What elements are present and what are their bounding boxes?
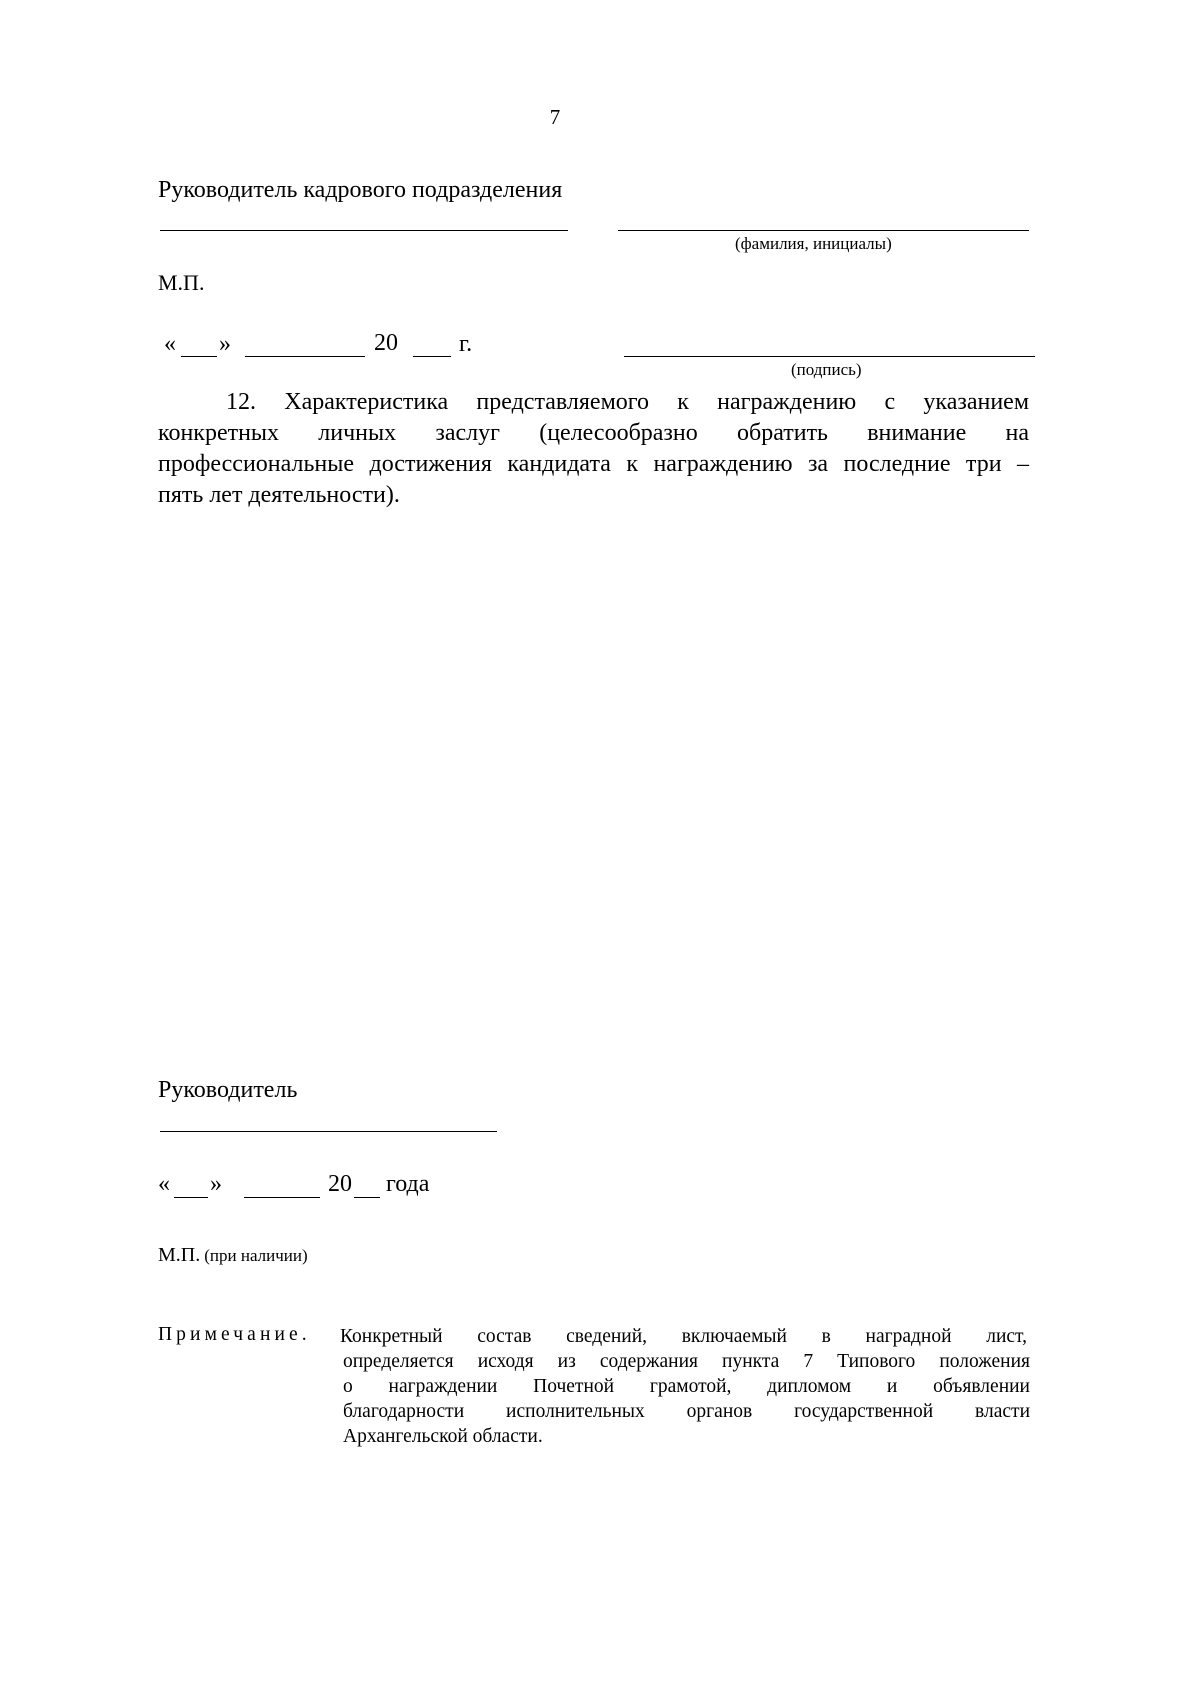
head-stamp-note: (при наличии) [204, 1246, 308, 1265]
head-date-month-line[interactable] [244, 1197, 320, 1198]
hr-date-month-line[interactable] [245, 356, 365, 357]
note-line-2: определяется исходя из содержания пункта 7 Типового положения [343, 1351, 1030, 1372]
hr-date-open-quote: « [164, 331, 176, 357]
hr-date-year-line[interactable] [413, 356, 451, 357]
note-text [340, 1324, 1030, 1449]
head-stamp-label: М.П. [158, 1244, 201, 1266]
hr-stamp-label: М.П. [158, 270, 205, 295]
note-label: Примечание. [158, 1324, 311, 1345]
head-date-year-line[interactable] [354, 1197, 380, 1198]
head-signature-line[interactable] [160, 1131, 497, 1132]
signature-caption: (подпись) [791, 360, 862, 379]
name-caption: (фамилия, инициалы) [735, 234, 892, 253]
hr-name-line[interactable] [618, 230, 1029, 231]
head-stamp [158, 1244, 308, 1267]
page-number: 7 [549, 105, 561, 129]
note-line-4: благодарности исполнительных органов государственной власти [343, 1401, 1030, 1422]
item-12-line-4: пять лет деятельности). [158, 482, 400, 508]
item-12-paragraph [158, 387, 1029, 511]
hr-date-year-prefix: 20 [374, 330, 398, 356]
head-date-close-quote: » [210, 1171, 222, 1197]
hr-head-heading: Руководитель кадрового подразделения [158, 177, 563, 203]
head-date-year-prefix: 20 [328, 1171, 352, 1197]
hr-signature-line[interactable] [624, 356, 1035, 357]
hr-date-year-suffix: г. [459, 331, 473, 357]
note-line-5: Архангельской области. [343, 1426, 543, 1447]
hr-date-day-line[interactable] [181, 356, 217, 357]
note-line-3: о награждении Почетной грамотой, дипломом и объявлении [343, 1376, 1030, 1397]
item-12-line-3: профессиональные достижения кандидата к награждению за последние три – [158, 451, 1029, 477]
hr-date-close-quote: » [219, 331, 231, 357]
head-heading: Руководитель [158, 1077, 298, 1103]
note-line-1: Конкретный состав сведений, включаемый в наградной лист, [340, 1326, 1027, 1347]
head-date-year-suffix: года [386, 1171, 430, 1197]
hr-position-line[interactable] [160, 230, 568, 231]
item-12-line-2: конкретных личных заслуг (целесообразно обратить внимание на [158, 420, 1029, 446]
head-date-day-line[interactable] [174, 1197, 208, 1198]
item-12-line-1: 12. Характеристика представляемого к награждению с указанием [226, 389, 1029, 415]
head-date-open-quote: « [158, 1171, 170, 1197]
